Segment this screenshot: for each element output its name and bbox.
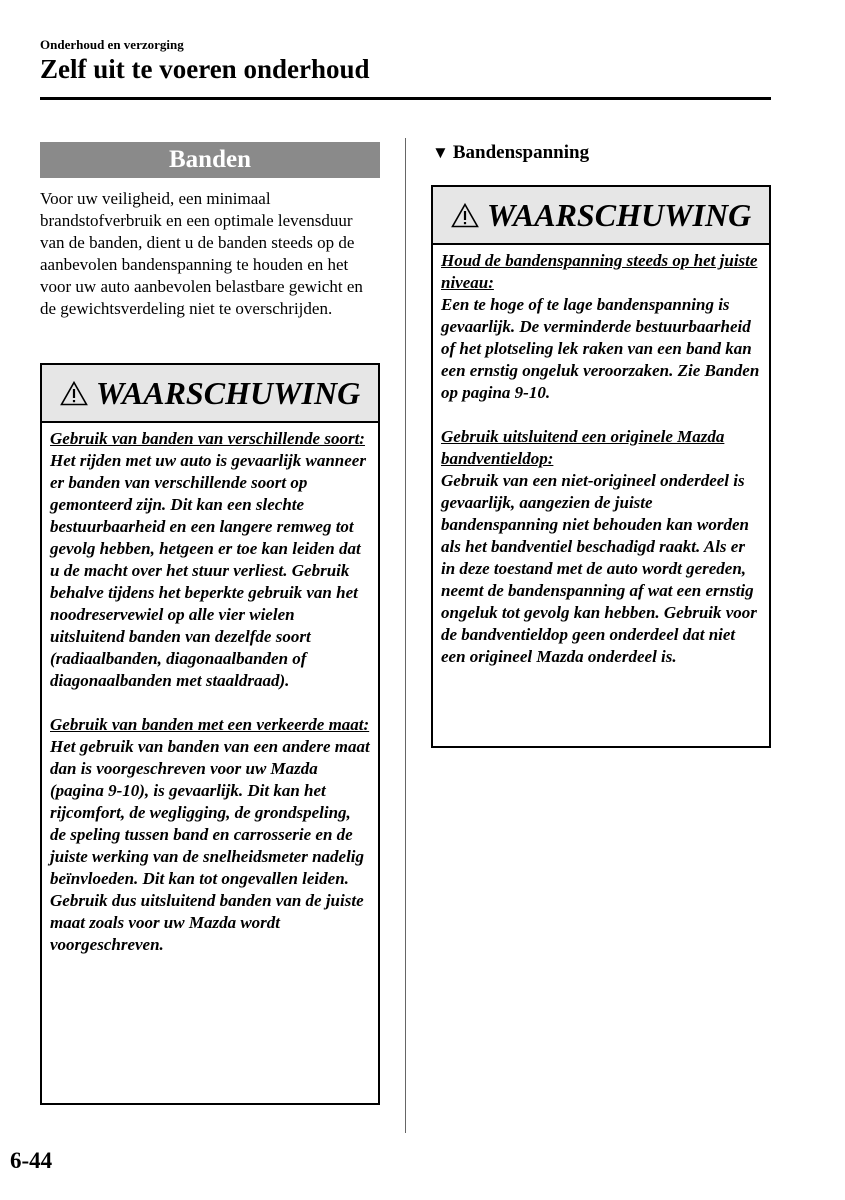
warning-item — [441, 426, 761, 668]
warning-item — [50, 714, 370, 956]
subheading-label: Bandenspanning — [452, 142, 590, 163]
warning-box-right — [431, 185, 771, 748]
warning-heading: WAARSCHUWING — [95, 374, 361, 411]
warning-item — [441, 250, 761, 404]
subheading — [432, 142, 589, 164]
warning-item-text: Gebruik van een niet-origineel onderdeel is gevaarlijk, aangezien de juiste bandenspanning niet behouden kan worden als het bandventiel beschadigd raakt. Als er in deze toestand met de auto wordt gereden, neemt de bandenspanning af wat een ernstig ongeluk tot gevolg kan hebben. Gebruik voor de bandventieldop geen onderdeel dat niet een origineel Mazda onderdeel is. — [441, 471, 757, 666]
warning-header — [433, 187, 769, 245]
section-title-bar — [40, 142, 380, 178]
warning-item-title: Houd de bandenspanning steeds op het juiste niveau: — [441, 251, 758, 292]
warning-item-text: Het rijden met uw auto is gevaarlijk wanneer er banden van verschillende soort op gemonteerd zijn. Dit kan een slechte bestuurbaarheid en een langere remweg tot gevolg hebben, hetgeen er toe kan leiden dat u de macht over het stuur verliest. Gebruik behalve tijdens het beperkte gebruik van het noodreservewiel op alle vier wielen uitsluitend banden van dezelfde soort (radiaalbanden, diagonaalbanden of diagonaalbanden met staaldraad). — [50, 451, 366, 690]
warning-item — [50, 428, 370, 692]
warning-item-text: Het gebruik van banden van een andere maat dan is voorgeschreven voor uw Mazda (pagina 9-10), is gevaarlijk. Dit kan het rijcomfort, de wegligging, de grondspeling, de speling tussen band en carrosserie en de juiste werking van de snelheidsmeter nadelig beïnvloeden. Dit kan tot ongevallen leiden. Gebruik dus uitsluitend banden van de juiste maat zoals voor uw Mazda wordt voorgeschreven. — [50, 737, 370, 954]
warning-item-text: Een te hoge of te lage bandenspanning is gevaarlijk. De verminderde bestuurbaarheid of het plotseling lek raken van een band kan een ernstig ongeluk veroorzaken. Zie Banden op pagina 9-10. — [441, 295, 760, 402]
warning-body — [433, 245, 769, 668]
page-title: Zelf uit te voeren onderhoud — [40, 54, 370, 84]
warning-triangle-icon — [451, 203, 479, 228]
warning-item-title: Gebruik van banden van verschillende soort: — [50, 429, 365, 448]
header-rule — [40, 97, 771, 100]
warning-header — [42, 365, 378, 423]
warning-heading: WAARSCHUWING — [486, 196, 752, 233]
page-number: 6-44 — [10, 1148, 53, 1173]
section-kicker: Onderhoud en verzorging — [40, 37, 184, 52]
warning-item-title: Gebruik van banden met een verkeerde maat: — [50, 715, 370, 734]
intro-paragraph: Voor uw veiligheid, een minimaal brandstofverbruik en een optimale levensduur van de banden, dient u de banden steeds op de aanbevolen bandenspanning te houden en het voor uw auto aanbevolen belastbare gewicht en de gewichtsverdeling niet te overschrijden. — [40, 189, 363, 318]
column-divider — [405, 138, 406, 1133]
warning-triangle-icon — [60, 381, 88, 406]
warning-box-left — [40, 363, 380, 1105]
triangle-down-icon: ▼ — [432, 143, 449, 162]
warning-body — [42, 423, 378, 956]
warning-item-title: Gebruik uitsluitend een originele Mazda bandventieldop: — [441, 427, 725, 468]
section-title: Banden — [169, 146, 251, 173]
